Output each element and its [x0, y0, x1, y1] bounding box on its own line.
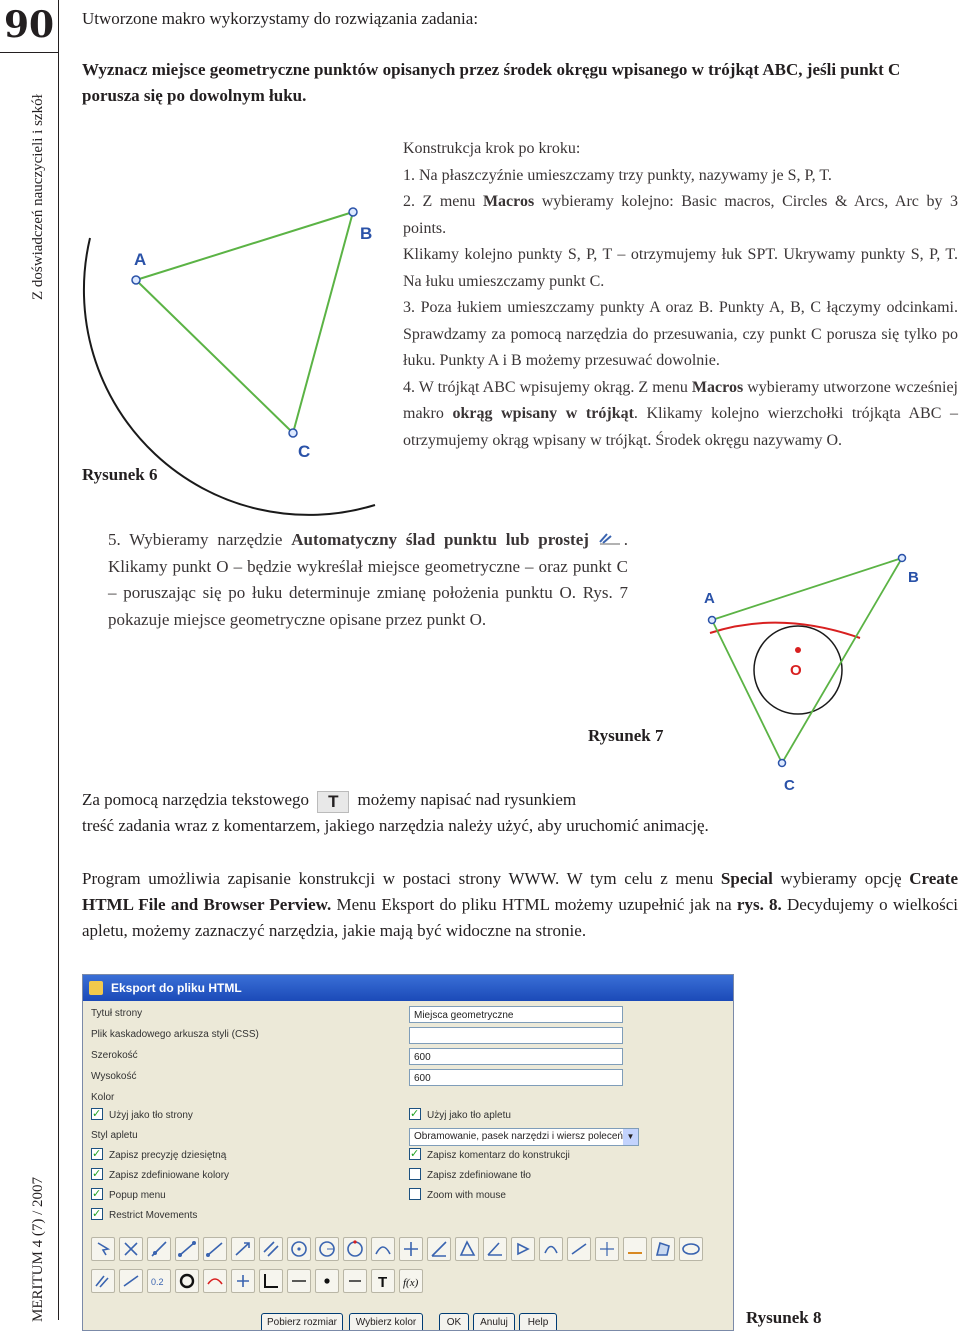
dilate-tool-icon[interactable] — [595, 1237, 619, 1261]
segment-ac — [136, 280, 293, 433]
page-title-input[interactable]: Miejsca geometryczne — [409, 1006, 623, 1023]
rotate-tool-icon[interactable] — [539, 1237, 563, 1261]
axes-tool-icon[interactable] — [259, 1269, 283, 1293]
checkbox-icon[interactable] — [409, 1188, 421, 1200]
applet-style-select[interactable]: Obramowanie, pasek narzędzi i wiersz poleceń ▼ — [409, 1128, 639, 1146]
checkbox-save-precision[interactable]: ✓Zapisz precyzję dziesiętną — [91, 1147, 226, 1165]
segment-ab-7 — [712, 558, 902, 620]
label-b-7: B — [908, 569, 919, 586]
checkbox-icon[interactable] — [91, 1148, 103, 1160]
angle-tool-icon[interactable] — [483, 1237, 507, 1261]
margin-rule — [58, 0, 59, 1320]
point-b — [349, 208, 357, 216]
checkbox-save-bg[interactable]: Zapisz zdefiniowane tło — [409, 1167, 531, 1185]
segment-ac-7 — [712, 620, 782, 763]
checkbox-icon[interactable] — [91, 1188, 103, 1200]
checkbox-save-comment[interactable]: ✓ Zapisz komentarz do konstrukcji — [409, 1147, 570, 1165]
steps-heading: Konstrukcja krok po kroku: — [403, 140, 581, 157]
step-1: 1. Na płaszczyźnie umieszczamy trzy punkty, nazywamy je S, P, T. — [403, 166, 832, 184]
vector-tool-icon[interactable] — [231, 1237, 255, 1261]
side-journal: MERITUM 4 (7) / 2007 — [30, 1177, 46, 1322]
label-c-7: C — [784, 777, 795, 794]
checkbox-popup-menu[interactable]: ✓Popup menu — [91, 1187, 166, 1205]
point-o-7 — [795, 647, 801, 653]
checkbox-icon[interactable] — [409, 1168, 421, 1180]
construction-steps — [403, 136, 958, 454]
height-input[interactable]: 600 — [409, 1069, 623, 1086]
circle-radius-tool-icon[interactable] — [315, 1237, 339, 1261]
step-2: 2. Z menu Macros wybieramy kolejno: Basic macros, Circles & Arcs, Arc by 3 points. — [403, 193, 958, 237]
export-paragraph: Program umożliwia zapisanie konstrukcji w postaci strony WWW. W tym celu z menu Special wybieramy opcję Create HTML File and Browser Perview. Menu Eksport do pliku HTML możemy uzupełnić jak na rys. 8. Decydujemy o wielkości apletu, możemy zaznaczyć narzędzia, jakie mają być widoczne na stronie. — [82, 869, 959, 940]
width-input[interactable]: 600 — [409, 1048, 623, 1065]
translate-tool-icon[interactable] — [567, 1237, 591, 1261]
reflect-tool-icon[interactable] — [511, 1237, 535, 1261]
trace-tool-icon[interactable] — [91, 1269, 115, 1293]
svg-text:f(x): f(x) — [403, 1277, 419, 1289]
point-b-7 — [899, 555, 906, 562]
segment-bc — [293, 212, 353, 433]
segment-ab — [136, 212, 353, 280]
parallel-tool-icon[interactable] — [259, 1237, 283, 1261]
text-tool-icon[interactable] — [371, 1269, 395, 1293]
side-title: Z doświadczeń nauczycieli i szkół — [30, 94, 46, 300]
zoom-tool-icon[interactable] — [343, 1269, 367, 1293]
label-css-file: Plik kaskadowego arkusza styli (CSS) — [91, 1029, 259, 1040]
point-c — [289, 429, 297, 437]
function-tool-icon[interactable] — [399, 1269, 423, 1293]
caption-figure-8: Rysunek 8 — [746, 1308, 822, 1327]
dialog-title-bar: Eksport do pliku HTML — [83, 975, 733, 1001]
polygon-tool-icon[interactable] — [455, 1237, 479, 1261]
locus-curve — [710, 623, 860, 638]
caption-figure-7: Rysunek 7 — [588, 726, 664, 745]
ok-button[interactable]: OK — [439, 1313, 469, 1331]
page-number: 90 — [0, 0, 58, 53]
point-a — [132, 276, 140, 284]
pick-color-button[interactable]: Wybierz kolor — [349, 1313, 423, 1331]
label-a-7: A — [704, 590, 715, 607]
checkbox-icon[interactable] — [91, 1108, 103, 1120]
checkbox-page-bg[interactable]: ✓Użyj jako tło strony — [91, 1107, 193, 1125]
circle-point-tool-icon[interactable] — [287, 1237, 311, 1261]
app-icon — [89, 981, 103, 995]
task-text: Wyznacz miejsce geometryczne punktów opisanych przez środek okręgu wpisanego w trójkąt ABC, jeśli punkt C porusza się po dowolnym łuku. — [82, 60, 901, 105]
intro-text: Utworzone makro wykorzystamy do rozwiązania zadania: — [82, 9, 479, 28]
dash-tool-icon[interactable] — [287, 1269, 311, 1293]
checkbox-save-colors[interactable]: ✓Zapisz zdefiniowane kolory — [91, 1167, 229, 1185]
label-color: Kolor — [91, 1092, 115, 1103]
label-b: B — [360, 224, 373, 243]
step-4: 4. W trójkąt ABC wpisujemy okrąg. Z menu Macros wybieramy utworzone wcześniej makro okrąg wpisany w trójkąt. Klikamy kolejno wierzchołki trójkąta ABC – otrzymujemy okrąg wpisany w trójkąt. Środek okręgu nazywamy O. — [403, 378, 959, 449]
relation-tool-icon[interactable] — [231, 1269, 255, 1293]
trace-tool-icon — [598, 528, 624, 542]
step-3: 3. Poza łukiem umieszczamy punkty A oraz B. Punkty A, B, C łączymy odcinkami. Sprawdzamy za pomocą narzędzia do przesuwania, czy punkt C porusza się tylko po łuku. Punkty A i B możemy przesuwać dowolnie. — [403, 299, 958, 369]
label-applet-style: Styl apletu — [91, 1130, 138, 1141]
export-html-dialog — [82, 974, 734, 1331]
figure-7 — [690, 550, 950, 795]
segment-tool-icon[interactable] — [175, 1237, 199, 1261]
checkbox-applet-bg[interactable]: ✓ Użyj jako tło apletu — [409, 1107, 511, 1125]
checkbox-icon[interactable] — [409, 1108, 421, 1120]
decimal-tool-icon[interactable] — [147, 1269, 171, 1293]
checkbox-restrict-movements[interactable]: ✓Restrict Movements — [91, 1207, 197, 1225]
line-tool-icon[interactable] — [147, 1237, 171, 1261]
step-5: 5. Wybieramy narzędzie Automatyczny ślad punktu lub prostej . Klikamy punkt O – będzie wykreślał miejsce geometryczne – oraz punkt C – poruszając się po łuku determinuje zmianę położenia punktu O. Rys. 7 pokazuje miejsce geometryczne opisane przez punkt O. — [108, 530, 629, 629]
measure-tool-icon[interactable] — [623, 1237, 647, 1261]
perpendicular-tool-icon[interactable] — [399, 1237, 423, 1261]
get-size-button[interactable]: Pobierz rozmiar — [261, 1313, 343, 1331]
circle-bold-tool-icon[interactable] — [175, 1269, 199, 1293]
segment-bc-7 — [782, 558, 902, 763]
move-tool-icon[interactable] — [91, 1237, 115, 1261]
label-a: A — [134, 250, 147, 269]
circle-3pts-tool-icon[interactable] — [343, 1237, 367, 1261]
step-2b: Klikamy kolejno punkty S, P, T – otrzymujemy łuk SPT. Ukrywamy punkty S, P, T. Na łuku umieszczamy punkt C. — [403, 246, 958, 290]
ray-tool-icon[interactable] — [203, 1237, 227, 1261]
checkbox-icon[interactable] — [91, 1208, 103, 1220]
chevron-down-icon[interactable]: ▼ — [623, 1129, 638, 1145]
text-tool-icon: T — [317, 791, 349, 813]
checkbox-zoom-mouse[interactable]: Zoom with mouse — [409, 1187, 506, 1205]
label-width: Szerokość — [91, 1050, 138, 1061]
area-tool-icon[interactable] — [651, 1237, 675, 1261]
caption-figure-6: Rysunek 6 — [82, 465, 158, 484]
text-tool-paragraph: Za pomocą narzędzia tekstowego T możemy napisać nad rysunkiem treść zadania wraz z komentarzem, jakiego narzędzia należy użyć, aby uruchomić animację. — [82, 790, 709, 835]
help-button[interactable]: Help — [519, 1313, 557, 1331]
label-o-7: O — [790, 662, 802, 679]
cancel-button[interactable]: Anuluj — [473, 1313, 515, 1331]
checkbox-icon[interactable] — [91, 1168, 103, 1180]
svg-text:T: T — [378, 1274, 388, 1291]
slope-tool-icon[interactable] — [119, 1269, 143, 1293]
label-height: Wysokość — [91, 1071, 137, 1082]
css-file-input[interactable] — [409, 1027, 623, 1044]
arc-tool-icon[interactable] — [371, 1237, 395, 1261]
locus-tool-icon[interactable] — [203, 1269, 227, 1293]
label-page-title: Tytuł strony — [91, 1008, 143, 1019]
svg-text:0.2: 0.2 — [151, 1277, 164, 1287]
conic-tool-icon[interactable] — [679, 1237, 703, 1261]
label-c: C — [298, 442, 311, 461]
intersection-tool-icon[interactable] — [119, 1237, 143, 1261]
point-c-7 — [779, 760, 786, 767]
checkbox-icon[interactable] — [409, 1148, 421, 1160]
point-a-7 — [709, 617, 716, 624]
bisector-tool-icon[interactable] — [427, 1237, 451, 1261]
point-tool-icon[interactable] — [315, 1269, 339, 1293]
